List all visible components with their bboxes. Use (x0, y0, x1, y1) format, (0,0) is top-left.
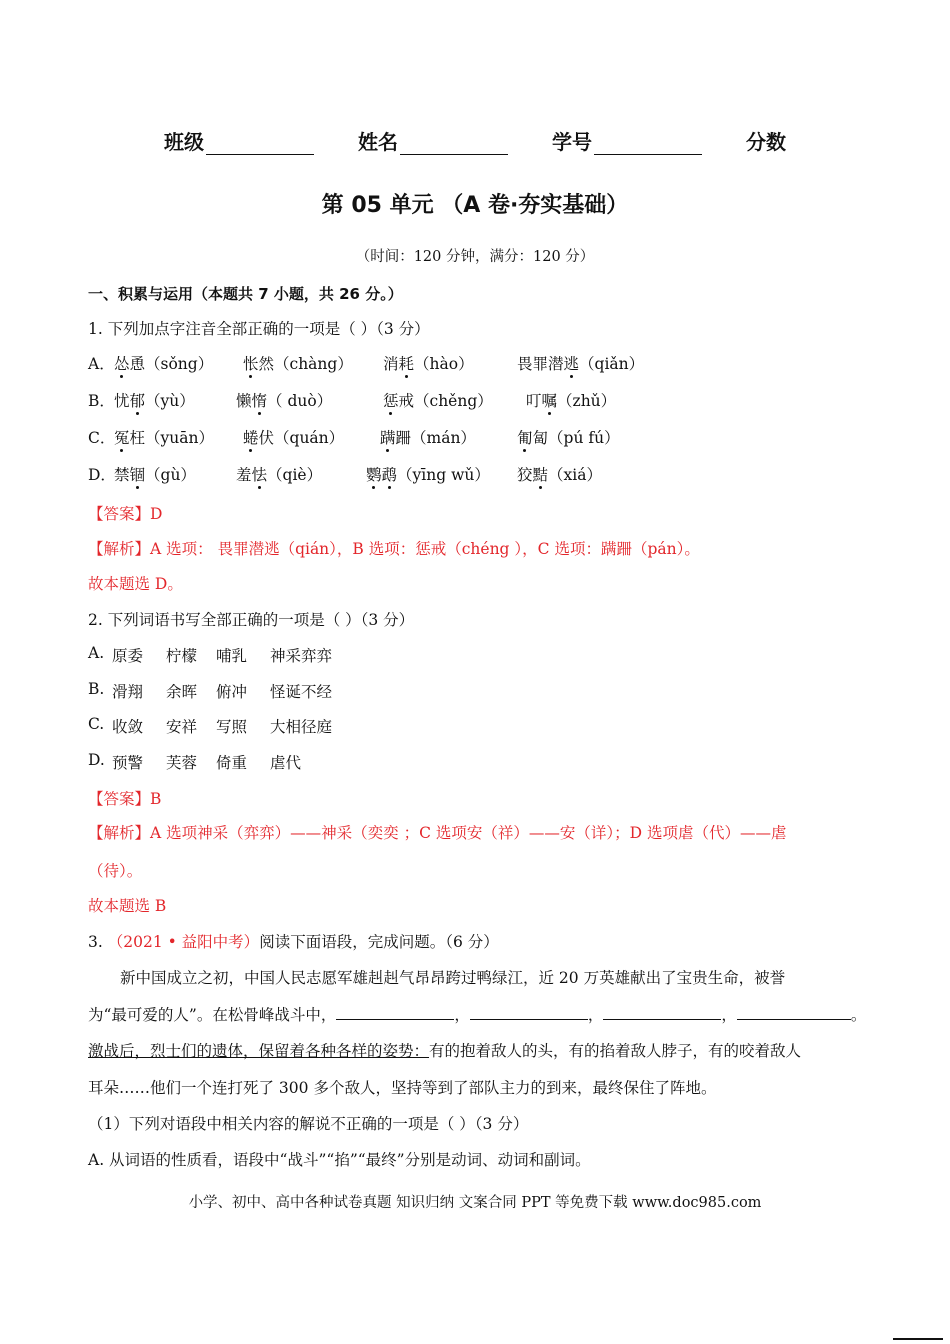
pinyin-text: 匐（pú fú） (532, 429, 620, 447)
q2-option-word: 虐代 (270, 754, 302, 772)
pinyin-text: 枉（yuān） (129, 429, 214, 447)
q2-option-word: 余晖 (166, 683, 198, 701)
emphasis-dot-char: 鹉 (381, 466, 398, 484)
emphasis-dot-char: 惰 (251, 392, 268, 410)
q1-option-label[interactable]: D． (88, 466, 116, 484)
q2-option-word: 倚重 (216, 754, 248, 772)
class-label: 班级 (164, 130, 204, 154)
q2-option-label[interactable]: A. (88, 644, 105, 662)
emphasis-dot-char: 怅 (243, 355, 259, 373)
q2-option-word: 怪诞不经 (270, 683, 333, 701)
period: 。 (850, 1006, 867, 1024)
q2-option-word: 预警 (112, 754, 144, 772)
comma: ， (454, 1006, 470, 1024)
emphasis-dot-char: 惩 (383, 392, 399, 410)
analysis-text: A 选项： 畏罪潜逃（qián），B 选项：惩戒（chéng ），C 选项：蹒跚（pán）。 (150, 540, 700, 558)
pinyin-text: 然（chàng） (258, 355, 353, 373)
score-label: 分数 (746, 130, 786, 154)
underlined-sentence: 激战后，烈士们的遗体，保留着各种各样的姿势： (88, 1042, 430, 1060)
pinyin-text: 伏（quán） (258, 429, 345, 447)
answer-value: D (150, 505, 163, 523)
q1-option-word (366, 463, 490, 485)
word-text: 狡 (517, 466, 533, 484)
q1-answer (88, 502, 162, 524)
class-blank[interactable] (206, 134, 314, 155)
emphasis-dot-char: 冤 (114, 429, 130, 447)
q3-paragraph-line: 耳朵……他们一个连打死了 300 多个敌人，坚持等到了部队主力的到来，最终保住了阵地。 (88, 1079, 717, 1097)
dotted-character (130, 392, 146, 410)
word-text: 消 (383, 355, 399, 373)
q2-option-word: 柠檬 (166, 647, 198, 665)
pinyin-text: 恿（sǒng） (129, 355, 214, 373)
analysis-label: 【解析】 (88, 540, 151, 558)
emphasis-dot-char: 锢 (129, 466, 146, 484)
q1-conclusion: 故本题选 D。 (88, 575, 183, 593)
student-id-label: 学号 (552, 130, 592, 154)
q3-number: 3. (88, 933, 103, 951)
q1-option-word (243, 352, 353, 374)
pinyin-text: （qiǎn） (579, 355, 645, 373)
q1-option-word (236, 463, 322, 485)
dotted-character (380, 429, 396, 447)
pinyin-text: 跚（mán） (395, 429, 476, 447)
answer-label: 【答案】 (88, 505, 151, 523)
emphasis-dot-char: 嘱 (541, 392, 558, 410)
comma: ， (721, 1006, 737, 1024)
fill-blank[interactable] (336, 1005, 454, 1020)
word-text: 忧 (114, 392, 130, 410)
q1-option-word (380, 426, 476, 448)
q1-analysis (88, 537, 700, 559)
q3-paragraph-line (88, 1003, 866, 1025)
emphasis-dot-char: 怂 (114, 355, 130, 373)
emphasis-dot-char: 怯 (251, 466, 268, 484)
q1-option-word (114, 463, 196, 485)
class-field (164, 126, 314, 155)
emphasis-dot-char: 黠 (532, 466, 549, 484)
emphasis-dot-char: 蜷 (243, 429, 259, 447)
pinyin-text: （ duò） (267, 392, 333, 410)
q2-option-label[interactable]: D. (88, 751, 105, 769)
pinyin-text: （gù） (145, 466, 196, 484)
q1-option-label[interactable]: B． (88, 392, 115, 410)
q2-stem: 2. 下列词语书写全部正确的一项是（ ）（3 分） (88, 611, 415, 629)
q3-sub1-option-a: A. 从词语的性质看，语段中“战斗”“掐”“最终”分别是动词、动词和副词。 (88, 1151, 591, 1169)
q1-option-word (526, 389, 616, 411)
q2-conclusion: 故本题选 B (88, 897, 167, 915)
q1-option-word (383, 389, 493, 411)
q2-option-word: 安祥 (166, 718, 198, 736)
analysis-text: A 选项神采（弈弈）——神采（奕奕 ；C 选项安（祥）——安（详）；D 选项虐（代）——虐 (150, 824, 787, 842)
q3-stem: 阅读下面语段，完成问题。（6 分） (259, 933, 499, 951)
q2-analysis (88, 821, 786, 843)
pinyin-text: （yīng wǔ） (397, 466, 490, 484)
emphasis-dot-char: 匍 (517, 429, 533, 447)
time-info: （时间：120 分钟，满分：120 分） (355, 249, 595, 265)
dotted-character (383, 392, 399, 410)
word-text: 禁 (114, 466, 130, 484)
q3-sub1-stem: （1）下列对语段中相关内容的解说不正确的一项是（ ）（3 分） (88, 1115, 529, 1133)
q2-option-word: 哺乳 (216, 647, 248, 665)
q1-option-word (114, 352, 213, 374)
emphasis-dot-char: 耗 (398, 355, 415, 373)
pinyin-text: （hào） (414, 355, 474, 373)
q3-paragraph-text: 为“最可爱的人”。在松骨峰战斗中， (88, 1006, 337, 1024)
dotted-character (252, 466, 268, 484)
emphasis-dot-char: 郁 (129, 392, 146, 410)
q2-option-word: 滑翔 (112, 683, 144, 701)
dotted-character (517, 429, 533, 447)
q2-answer (88, 787, 161, 809)
q2-option-word: 写照 (216, 718, 248, 736)
emphasis-dot-char: 蹒 (380, 429, 396, 447)
pinyin-text: （qiè） (267, 466, 323, 484)
q1-option-word (517, 426, 620, 448)
q2-option-word: 神采弈弈 (270, 647, 333, 665)
q1-option-label[interactable]: C． (88, 429, 116, 447)
dotted-character (243, 429, 259, 447)
name-label: 姓名 (358, 130, 398, 154)
q1-stem: 1. 下列加点字注音全部正确的一项是（ ）（3 分） (88, 320, 430, 338)
dotted-character (130, 466, 146, 484)
word-text: 畏罪潜 (517, 355, 564, 373)
dotted-character (114, 429, 130, 447)
q3-paragraph-line: 新中国成立之初，中国人民志愿军雄赳赳气昂昂跨过鸭绿江，近 20 万英雄献出了宝贵生命，被誉 (120, 969, 786, 987)
q1-option-word (236, 389, 332, 411)
name-field (358, 126, 508, 155)
q3-paragraph-line (88, 1039, 801, 1061)
fill-blank[interactable] (603, 1005, 721, 1020)
word-text: 懒 (236, 392, 252, 410)
emphasis-dot-char: 鹦 (366, 466, 382, 484)
section-heading: 一、积累与运用（本题共 7 小题，共 26 分。） (88, 285, 403, 303)
dotted-character (564, 355, 580, 373)
answer-value: B (150, 790, 162, 808)
word-text: 羞 (236, 466, 252, 484)
pinyin-text: （xiá） (548, 466, 602, 484)
dotted-character (366, 466, 397, 484)
pinyin-text: （zhǔ） (557, 392, 617, 410)
q2-option-word: 原委 (112, 647, 144, 665)
q2-option-label[interactable]: B. (88, 680, 105, 698)
q2-option-word: 大相径庭 (270, 718, 333, 736)
dotted-character (533, 466, 549, 484)
comma: ， (587, 1006, 604, 1024)
pinyin-text: （yù） (145, 392, 195, 410)
dotted-character (252, 392, 268, 410)
pinyin-text: 戒（chěng） (398, 392, 493, 410)
student-id-field (552, 126, 702, 155)
emphasis-dot-char: 逃 (563, 355, 580, 373)
answer-label: 【答案】 (88, 790, 151, 808)
student-id-blank[interactable] (594, 134, 702, 155)
dotted-character (542, 392, 558, 410)
q2-option-label[interactable]: C. (88, 715, 105, 733)
q2-option-word: 芙蓉 (166, 754, 198, 772)
fill-blank[interactable] (737, 1005, 851, 1020)
q1-option-word (114, 426, 214, 448)
fill-blank[interactable] (470, 1005, 588, 1020)
q1-option-word (383, 352, 474, 374)
q1-option-label[interactable]: A． (88, 355, 115, 373)
page-footer: 小学、初中、高中各种试卷真题 知识归纳 文案合同 PPT 等免费下载 www.doc985.com (188, 1195, 762, 1211)
dotted-character (399, 355, 415, 373)
dotted-character (243, 355, 259, 373)
q1-option-word (517, 463, 602, 485)
q3-paragraph-text: 有的抱着敌人的头，有的掐着敌人脖子，有的咬着敌人 (429, 1042, 802, 1060)
dotted-character (114, 355, 130, 373)
q1-option-word (114, 389, 195, 411)
word-text: 叮 (526, 392, 542, 410)
corner-rule (893, 1338, 943, 1340)
q3-source: （2021 • 益阳中考） (107, 933, 260, 951)
student-info-header (0, 126, 950, 155)
q1-option-word (517, 352, 644, 374)
analysis-label: 【解析】 (88, 824, 151, 842)
score-field (746, 126, 786, 155)
page-title: 第 05 单元 （A 卷·夯实基础） (321, 193, 629, 218)
q2-option-word: 收敛 (112, 718, 144, 736)
q2-option-word: 俯冲 (216, 683, 248, 701)
q1-option-word (243, 426, 344, 448)
q2-analysis-cont: （待）。 (88, 862, 143, 880)
name-blank[interactable] (400, 134, 508, 155)
q3-stem-line (88, 930, 499, 952)
